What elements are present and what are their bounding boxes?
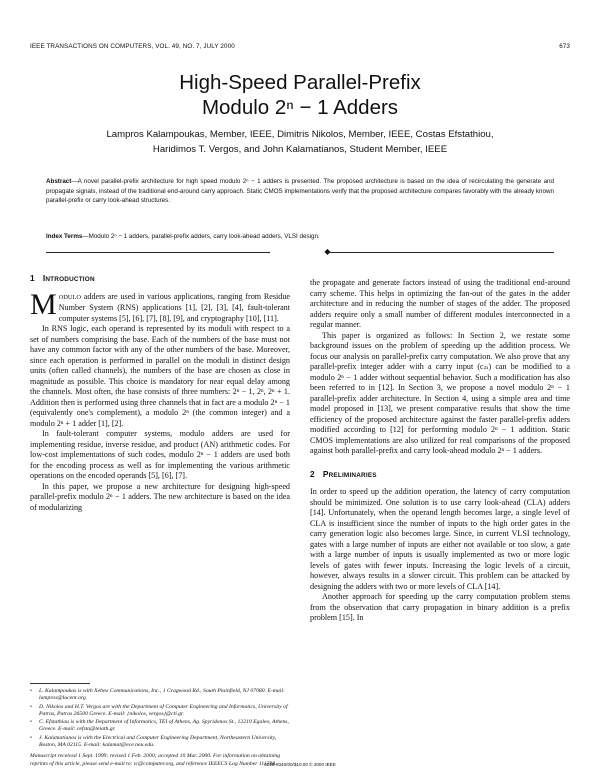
journal-citation: IEEE TRANSACTIONS ON COMPUTERS, VOL. 49, NO. 7, JULY 2000	[30, 43, 235, 50]
section-1-paragraph-2: In RNS logic, each operand is represented by its moduli with respect to a set of numbers comprising the base. Each of the numbers of the base must not have any common factor with any of the other numbers of the base. Moreover, since each operation is performed in parallel on the moduli in distinct design units (often called channels), the numbers of the base are chosen as close in magnitude as possible. This choice is mandatory for near equal delay among the channels. Most often, the base consists of three numbers: 2ⁿ − 1, 2ⁿ, 2ⁿ + 1. Addition then is performed using three channels that in fact are a modulo 2ⁿ − 1 (equivalently one's complement), a modulo 2ⁿ (the common integer) and a modulo 2ⁿ + 1 adder [1], [2].	[30, 324, 290, 428]
affiliation-item: • D. Nikolos and H.T. Vergos are with the Department of Computer Engineering and Informatics, University of Patras, Patras 26500 Greece. E-mail: {nikolos, vergos}@cti.gr.	[30, 704, 292, 719]
section-divider	[46, 248, 554, 256]
section-2-heading	[310, 469, 570, 482]
affiliation-item: • J. Kalamatianos is with the Electrical and Computer Engineering Department, Northeastern University, Boston, MA 02115. E-mail: kalamat@ece.neu.edu.	[30, 735, 292, 750]
diamond-icon: ◆	[324, 247, 331, 256]
section-2-heading-initial: P	[322, 468, 329, 479]
divider-line-right	[330, 252, 554, 253]
affiliation-item: • C. Efstathiou is with the Department of Informatics, TEI of Athens, Ag. Spyridonos St., 12210 Egaleo, Athens, Greece. E-mail: cefsta@teiath.gr.	[30, 719, 292, 734]
section-1-heading-initial: I	[42, 273, 46, 283]
section-1-paragraph-1	[30, 287, 290, 325]
section-1-heading-rest: NTRODUCTION	[45, 276, 95, 283]
index-terms-text: —Modulo 2ⁿ − 1 adders, parallel-prefix adders, carry look-ahead adders, VLSI design.	[82, 233, 320, 240]
divider-line-left	[46, 252, 270, 253]
index-terms	[46, 232, 554, 242]
affiliation-list	[30, 688, 292, 749]
title-line-2: Modulo 2ⁿ − 1 Adders	[201, 96, 399, 119]
copyright-line: 0018-9340/00/$10.00 © 2000 IEEE	[264, 762, 336, 767]
footnotes	[30, 688, 292, 768]
section-2-heading-rest: RELIMINARIES	[328, 471, 377, 479]
section-1-paragraph-5: This paper is organized as follows: In Section 2, we restate some background issues on the problem of speeding up the addition process. We focus our analysis on parallel-prefix carry computation. We also prove that any parallel-prefix integer adder with a carry input (cᵢₙ) can be modified to a modulo 2ⁿ − 1 adder without sequential behavior. Such a modification has also been referred to in [12]. In Section 3, we propose a novel modulo 2ⁿ − 1 parallel-prefix adder architecture. In Section 4, using a simple area and time model proposed in [13], we present comparative results that show the time efficiency of the proposed architecture against the faster parallel-prefix adders modified according to [12] for performing modulo 2ⁿ − 1 addition. Static CMOS implementations are also utilized for real comparisons of the proposed against both parallel-prefix and carry look-ahead modulo 2ⁿ − 1 adders.	[310, 330, 570, 455]
index-terms-label: Index Terms	[46, 233, 83, 240]
paragraph-text: adders are used in various applications, ranging from Residue Number System (RNS) applications [1], [2], [3], [4], fault-tolerant computer systems [5], [6], [7], [8], [9], and cryptography [10], [11].	[58, 291, 290, 323]
section-1-paragraph-4-continued: the propagate and generate factors instead of using the traditional end-around carry scheme. This helps in optimizing the fan-out of the gates in the adder architecture and in reducing the number of stages of the adder. The proposed adders require only a small number of different modules interconnected in a regular manner.	[310, 278, 570, 329]
affiliation-item: • L. Kalampoukas is with Xebeo Communications, Inc., 1 Cragwood Rd., South Plainfield, NJ 07080. E-mail: lampros@lucent.org.	[30, 688, 292, 703]
running-header	[30, 43, 570, 53]
footnote-rule	[30, 683, 90, 684]
section-2-paragraph-1: In order to speed up the addition operation, the latency of carry computation should be minimized. One solution is to use carry look-ahead (CLA) adders [14]. Unfortunately, when the operand length becomes large, a single level of CLA is insufficient since the number of inputs to the high order gates in the carry generation logic also becomes large. Since, in current VLSI technology, gates with a large number of inputs are either not available or too slow, a gate with a large number of inputs is usually implemented as two or more logic levels of gates with fewer inputs. Increasing the logic levels of a circuit, however, always results in a slower circuit. This problem can be attacked by designing the adders with two or more levels of CLA [14].	[310, 487, 570, 591]
authors-line-2: Haridimos T. Vergos, and John Kalamatianos, Student Member, IEEE	[152, 144, 448, 155]
title-line-1: High-Speed Parallel-Prefix	[179, 71, 421, 94]
paper-title	[30, 70, 570, 120]
section-1-heading	[30, 273, 290, 286]
right-column	[310, 278, 570, 624]
section-1-paragraph-4: In this paper, we propose a new architecture for designing high-speed parallel-prefix modulo 2ⁿ − 1 adders. The new architecture is based on the idea of modularizing	[30, 481, 290, 512]
abstract-text: —A novel parallel-prefix architecture for high speed modulo 2ⁿ − 1 adders is presented. The proposed architecture is based on the idea of recirculating the generate and propagate signals, instead of the traditional end-around carry approach. Static CMOS implementations verify that the proposed architecture compares favorably with the already known parallel-prefix or carry look-ahead structures.	[46, 178, 554, 205]
small-caps-lead: ODULO	[58, 293, 82, 301]
drop-cap: M	[30, 287, 57, 321]
abstract	[46, 177, 554, 206]
section-2-number: 2	[310, 468, 315, 479]
author-list	[40, 127, 560, 157]
abstract-label: Abstract	[46, 178, 72, 185]
section-1-number: 1	[30, 273, 35, 283]
section-2	[310, 469, 570, 624]
left-column	[30, 273, 290, 513]
page-number: 673	[559, 43, 570, 50]
authors-line-1: Lampros Kalampoukas, Member, IEEE, Dimitris Nikolos, Member, IEEE, Costas Efstathiou,	[106, 129, 494, 140]
section-2-paragraph-2: Another approach for speeding up the carry computation problem stems from the observation that carry propagation in binary addition is a prefix problem [15]. In	[310, 592, 570, 622]
manuscript-note: Manuscript received 1 Sept. 1999; revised 1 Feb. 2000; accepted 10 Mar. 2000. For information on obtaining reprints of this article, please send e-mail to: tc@computer.org, and reference IEEECS Log Number 111788.	[30, 753, 281, 767]
section-1-paragraph-3: In fault-tolerant computer systems, modulo adders are used for implementing residue, inverse residue, and product (AN) arithmetic codes. For low-cost implementations of such codes, modulo 2ⁿ − 1 adders are used both for the encoding process as well as for implementing the various arithmetic operations on the encoded operands [5], [6], [7].	[30, 429, 290, 480]
